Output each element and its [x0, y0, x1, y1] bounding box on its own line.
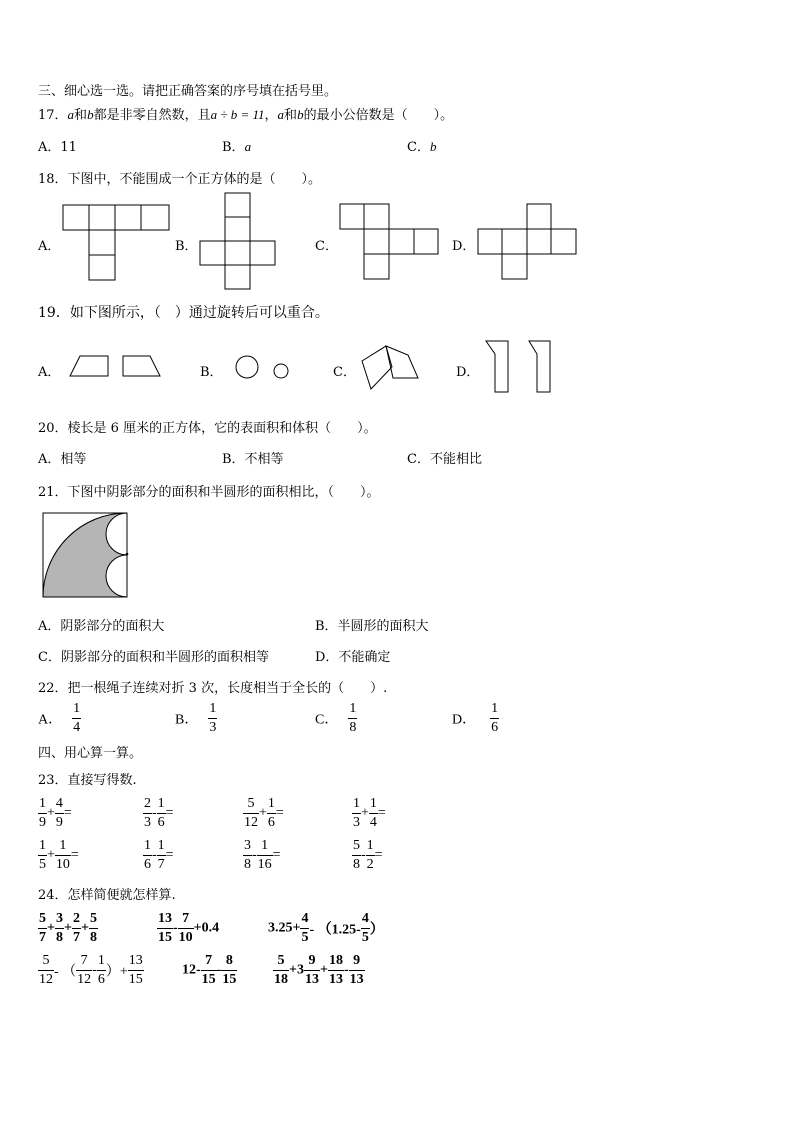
mental-math-item: $\frac{2}{3}$ - $\frac{1}{6}$ = — [144, 796, 174, 830]
option-a: A．阴影部分的面积大 — [38, 619, 165, 634]
expression-1: $\frac{5}{7}$ + $\frac{3}{8}$ + $\frac{2}{7}$ + $\frac{5}{8}$ — [39, 911, 97, 945]
option-b-label: B． — [175, 239, 198, 254]
mental-math-item: $\frac{3}{8}$ - $\frac{1}{16}$ = — [244, 838, 281, 872]
option-b: B．半圆形的面积大 — [315, 619, 429, 634]
semicircle-figure — [42, 512, 132, 602]
shape-c — [362, 346, 418, 389]
question-text: 都是非零自然数，且 — [93, 108, 211, 123]
option-d: D． $\frac{1}{6}$ — [452, 701, 499, 735]
net-d — [478, 204, 576, 279]
net-c — [340, 204, 438, 279]
expression-4: $\frac{5}{12}$ - （ $\frac{7}{12}$ - $\frac{1}{6}$ ）+ $\frac{13}{15}$ — [39, 953, 143, 987]
net-b — [200, 193, 275, 289]
section-title-3: 三、细心选一选。请把正确答案的序号填在括号里。 — [38, 84, 338, 99]
option-b-label: B． — [200, 365, 223, 380]
expression-2: $\frac{13}{15}$ - $\frac{7}{10}$ +0.4 — [158, 911, 220, 945]
comma: ， — [264, 108, 278, 123]
option-b: B．不相等 — [222, 452, 284, 467]
option-a: A．相等 — [38, 452, 87, 467]
option-c: C． $\frac{1}{8}$ — [315, 701, 357, 735]
question-text: 的最小公倍数是（ ）。 — [303, 108, 454, 123]
option-d: D．不能确定 — [315, 650, 391, 665]
question-18: 18．下图中，不能围成一个正方体的是（ ）。 — [38, 172, 322, 187]
option-d-label: D． — [456, 365, 480, 380]
question-23: 23．直接写得数. — [38, 773, 137, 788]
mental-math-item: $\frac{5}{12}$ + $\frac{1}{6}$ = — [244, 796, 284, 830]
option-a-label: A． — [38, 239, 61, 254]
cube-nets-figure — [0, 0, 794, 400]
option-b: B．a — [222, 139, 252, 155]
option-c: C．b — [407, 139, 437, 155]
var-a: a — [277, 107, 285, 122]
option-a: A．11 — [38, 140, 77, 155]
equation: a ÷ b = 11 — [210, 107, 265, 122]
option-c: C．阴影部分的面积和半圆形的面积相等 — [38, 650, 269, 665]
and-text: 和 — [74, 108, 88, 123]
mental-math-item: $\frac{1}{9}$ + $\frac{4}{9}$ = — [39, 796, 72, 830]
option-d-label: D． — [452, 239, 476, 254]
option-c-label: C． — [333, 365, 356, 380]
expression-3: 3.25+ $\frac{4}{5}$ - （1.25- $\frac{4}{5}$ ） — [268, 911, 384, 945]
and-text: 和 — [284, 108, 298, 123]
expression-5: 12- $\frac{7}{15}$ - $\frac{8}{15}$ — [182, 953, 237, 987]
mental-math-item: $\frac{1}{5}$ + $\frac{1}{10}$ = — [39, 838, 79, 872]
question-22: 22．把一根绳子连续对折 3 次，长度相当于全长的（ ）. — [38, 681, 388, 696]
var-b: b — [297, 107, 304, 122]
mental-math-item: $\frac{1}{6}$ - $\frac{1}{7}$ = — [144, 838, 174, 872]
question-number: 17． — [38, 108, 68, 123]
mental-math-item: $\frac{1}{3}$ + $\frac{1}{4}$ = — [353, 796, 386, 830]
var-a: a — [67, 107, 75, 122]
option-a-label: A． — [38, 365, 61, 380]
var-b: b — [87, 107, 94, 122]
question-19: 19．如下图所示，（ ）通过旋转后可以重合。 — [38, 305, 329, 321]
question-21: 21．下图中阴影部分的面积和半圆形的面积相比，（ ）。 — [38, 485, 380, 500]
option-a: A． $\frac{1}{4}$ — [38, 701, 81, 735]
question-20: 20．棱长是 6 厘米的正方体，它的表面积和体积（ ）。 — [38, 421, 377, 436]
question-24: 24．怎样简便就怎样算. — [38, 888, 176, 903]
mental-math-item: $\frac{5}{8}$ - $\frac{1}{2}$ = — [353, 838, 383, 872]
option-c-label: C． — [315, 239, 338, 254]
shape-b — [236, 356, 288, 378]
option-c: C．不能相比 — [407, 452, 482, 467]
expression-6: $\frac{5}{18}$ +3 $\frac{9}{13}$ + $\frac{18}{13}$ - $\frac{9}{13}$ — [274, 953, 364, 987]
shape-a — [70, 356, 160, 376]
net-a — [63, 205, 169, 280]
option-b: B． $\frac{1}{3}$ — [175, 701, 217, 735]
shape-d — [486, 341, 550, 392]
section-title-4: 四、用心算一算。 — [38, 746, 143, 761]
